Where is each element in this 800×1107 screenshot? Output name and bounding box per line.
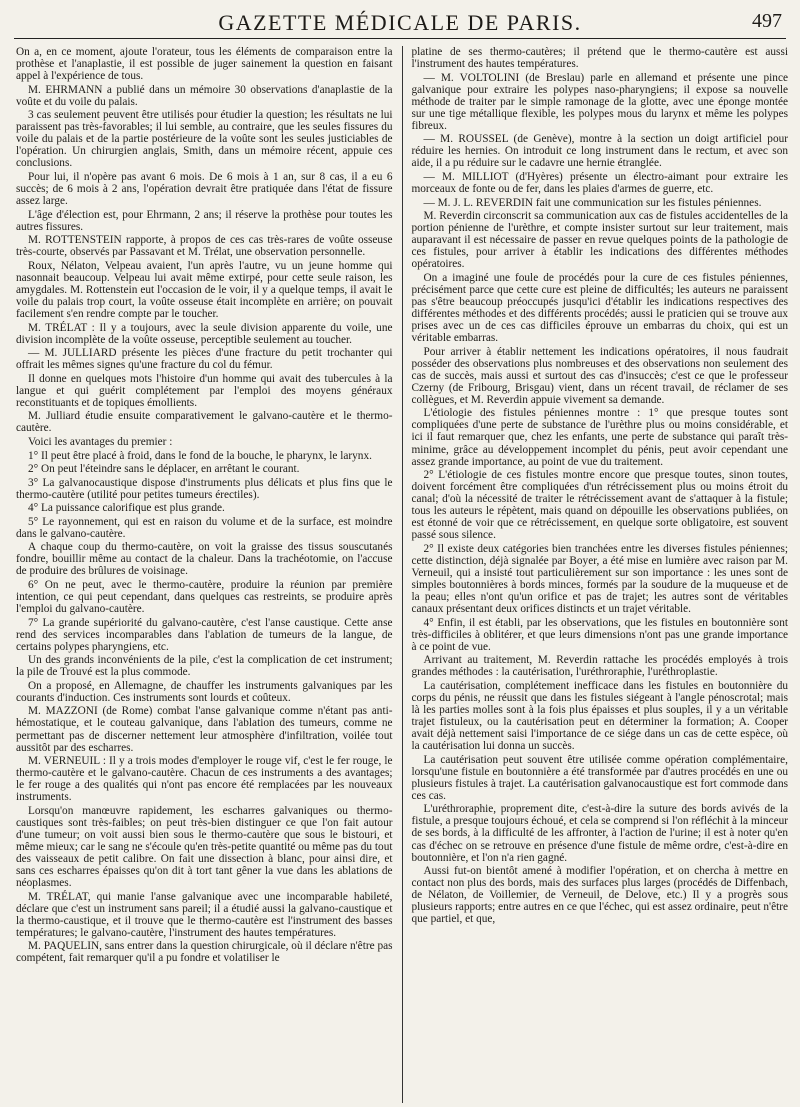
paragraph: 4° La puissance calorifique est plus grande. [28, 502, 225, 515]
paragraph: L'uréthroraphie, proprement dite, c'est-à-dire la suture des bords avivés de la fistule, a presque toujours échoué, et cela se comprend si l'on réfléchit à la minceur de ses bords, à la difficulté de les affronter, à l'action de l'urine; il est à noter qu'en cas d'échec on se retrouve en présence d'une fistule de même ordre, c'est-à-dire en boutonnière, et l'on n'a rien gagné. [411, 803, 788, 864]
paragraph: L'étiologie des fistules péniennes montre : 1° que presque toutes sont compliquées d'une perte de substance de l'urèthre plus ou moins considérable, et ici il faut remarquer que, chez les enfants, une perte de substance qui paraît très-minime, grâce au développement incomplet du pénis, peut avoir cependant une assez grande importance, au point de vue du traitement. [411, 407, 788, 468]
paragraph: — M. ROUSSEL (de Genève), montre à la section un doigt artificiel pour réduire les hernies. On introduit ce long instrument dans le rectum, et avec son aide, il a pu réduire sur le cadavre une hernie étranglée. [411, 133, 788, 170]
paragraph: 4° Enfin, il est établi, par les observations, que les fistules en boutonnière sont très-difficiles à oblitérer, et que leurs dimensions n'ont pas une grande importance à ce point de vue. [411, 616, 788, 653]
page-header [14, 8, 786, 39]
paragraph: 2° L'étiologie de ces fistules montre encore que presque toutes, sinon toutes, doivent forcément être compliquées d'un rétrécissement plus ou moins étroit du canal; d'où la nécessité de traiter le rétrécissement avant de s'attaquer à la fistule; tous les auteurs le répètent, mais quand on dépouille les observations publiées, on est étonné de voir que ce rétrécissement, en quelque sorte obligatoire, est souvent passé sous silence. [411, 469, 788, 542]
paragraph: 5° Le rayonnement, qui est en raison du volume et de la surface, est moindre dans le galvano-cautère. [16, 515, 393, 540]
paragraph: 3 cas seulement peuvent être utilisés pour étudier la question; les résultats ne lui paraissent pas très-favorables; il lui semble, au contraire, que les seules fissures du voile du palais et de la partie postérieure de la voûte sont les seules justiciables de l'opération. Un chirurgien anglais, Smith, dans un mémoire récent, appuie ces conclusions. [16, 109, 393, 170]
paragraph: — M. J. L. REVERDIN fait une communication sur les fistules péniennes. [423, 196, 762, 209]
paragraph: 6° On ne peut, avec le thermo-cautère, produire la réunion par première intention, ce qui peut cependant, dans quelques cas restreints, se produire après l'emploi du galvano-cautère. [16, 578, 393, 616]
paragraph: 2° On peut l'éteindre sans le déplacer, en arrêtant le courant. [28, 463, 300, 476]
paragraph: Lorsqu'on manœuvre rapidement, les escharres galvaniques ou thermo-caustiques sont très-faibles; on peut très-bien distinguer ce que l'on fait autour d'une tumeur; on voit aussi bien sous le thermo-cautère que sous le bistouri, et même mieux; car le sang ne s'écoule qu'en très-petite quantité ou même pas du tout des vaisseaux de petit calibre. On fait une dissection à blanc, pour ainsi dire, et sans ces escharres épaisses qu'on dit à tort tant gêner la vue dans les ablations de néoplasmes. [16, 804, 393, 890]
paragraph: 2° Il existe deux catégories bien tranchées entre les diverses fistules péniennes; cette distinction, déjà signalée par Boyer, a été mise en lumière avec raison par M. Verneuil, qui a insisté tout particulièrement sur son importance : les unes sont de simples boutonnières à bords minces, formés par la soudure de la muqueuse et de la peau; elles n'ont qu'un orifice et pas de trajet; les autres sont de véritables canaux présentant deux orifices distincts et un trajet véritable. [411, 542, 788, 616]
paragraph: Il donne en quelques mots l'histoire d'un homme qui avait des tubercules à la langue et qui guérit complétement par l'emploi des moyens généraux reconstituants et de topiques émollients. [16, 372, 393, 409]
paragraph: — M. VOLTOLINI (de Breslau) parle en allemand et présente une pince galvanique pour extraire les polypes naso-pharyngiens; il expose sa nouvelle méthode de traiter par le simple ramonage de la glotte, avec une éponge montée sur une tige métallique flexible, les polypes mous du larynx et même les polypes fibreux. [411, 71, 788, 132]
paragraph: 1° Il peut être placé à froid, dans le fond de la bouche, le pharynx, le larynx. [28, 449, 372, 462]
paragraph: M. ROTTENSTEIN rapporte, à propos de ces cas très-rares de voûte osseuse très-courte, observés par Passavant et M. Trélat, une observation personnelle. [16, 234, 393, 259]
paragraph: A chaque coup du thermo-cautère, on voit la graisse des tissus souscutanés fondre, bouillir même au contact de la chaleur. Dans la trachéotomie, on l'accuse de produire des brûlures de voisinage. [16, 541, 393, 578]
paragraph: Roux, Nélaton, Velpeau avaient, l'un après l'autre, vu un jeune homme qui nasonnait beaucoup. Velpeau lui avait même extirpé, pour cette seule raison, les amygdales. M. Rottenstein eut l'occasion de le voir, il y a quelque temps, il avait le voile du palais trop court, la voûte osseuse était incomplète en arrière; on pouvait facilement s'en rendre compte par le toucher. [16, 259, 393, 320]
paragraph: L'âge d'élection est, pour Ehrmann, 2 ans; il réserve la prothèse pour toutes les autres fissures. [16, 208, 393, 233]
text-columns [16, 46, 788, 1103]
paragraph: La cautérisation peut souvent être utilisée comme opération complémentaire, lorsqu'une fistule en boutonnière a été transformée par d'autres procédés en une ou plusieurs fistules à trajet. La cautérisation galvanocaustique est fort commode dans ces cas. [411, 753, 788, 802]
paragraph: La cautérisation, complétement inefficace dans les fistules en boutonnière du corps du pénis, ne réussit que dans les fistules siégeant à l'angle pénoscrotal; mais là les parties molles sont à la fois plus épaisses et plus souples, il y a un véritable trajet fistuleux, ou la cautérisation peut en déterminer la formation; A. Cooper avait déjà nettement saisi l'importance de ce siége dans un cas de cette espèce, où la cautérisation lui donna un succès. [411, 679, 788, 753]
paragraph: Pour lui, il n'opère pas avant 6 mois. De 6 mois à 1 an, sur 8 cas, il a eu 6 succès; de 6 mois à 2 ans, l'opération devrait être pratiquée dans l'état de fissure assez large. [16, 170, 393, 208]
paragraph: On a proposé, en Allemagne, de chauffer les instruments galvaniques par les courants d'induction. Ces instruments sont lourds et coûteux. [16, 679, 393, 704]
paragraph: M. PAQUELIN, sans entrer dans la question chirurgicale, où il déclare n'être pas compétent, fait remarquer qu'il a pu fondre et volatiliser le [16, 940, 393, 965]
paragraph: M. Julliard étudie ensuite comparativement le galvano-cautère et le thermo-cautère. [16, 410, 393, 435]
journal-title: GAZETTE MÉDICALE DE PARIS. [218, 10, 582, 35]
paragraph: Pour arriver à établir nettement les indications opératoires, il nous faudrait posséder des observations plus nombreuses et des observations non seulement des cas de succès, mais aussi et surtout des cas d'insuccès; c'est ce que le professeur Czerny (de Fribourg, Brisgau) vient, dans un récent travail, de réclamer de ses collègues, et M. Reverdin appuie vivement sa demande. [411, 345, 788, 406]
paragraph: — M. JULLIARD présente les pièces d'une fracture du petit trochanter qui offrait les mêmes signes qu'une fracture du col du fémur. [16, 347, 393, 372]
paragraph: — M. MILLIOT (d'Hyères) présente un électro-aimant pour extraire les morceaux de fonte ou de fer, dans les plaies d'armes de guerre, etc. [411, 170, 788, 196]
paragraph: On a, en ce moment, ajoute l'orateur, tous les éléments de comparaison entre la prothèse et l'anaplastie, il est possible de juger sainement la question en faisant appel à l'expérience de tous. [16, 46, 393, 83]
paragraph: platine de ses thermo-cautères; il prétend que le thermo-cautère est aussi l'instrument des hautes températures. [411, 46, 788, 71]
paragraph: Aussi fut-on bientôt amené à modifier l'opération, et on chercha à mettre en contact non plus des bords, mais des surfaces plus larges (procédés de Diffenbach, de Nélaton, de Voillemier, de Verneuil, de Delove, etc.) Il y a progrès sous plusieurs rapports; entre autres en ce que l'échec, qui est assez ordinaire, peut n'être que partiel, et que, [411, 865, 788, 926]
paragraph: M. MAZZONI (de Rome) combat l'anse galvanique comme n'étant pas anti-hémostatique, et le couteau galvanique, dans l'ablation des tumeurs, comme ne permettant pas de discerner nettement leur atmosphère d'infiltration, voilée tout aussitôt par des escharres. [16, 705, 393, 754]
paragraph: Arrivant au traitement, M. Reverdin rattache les procédés employés à trois grandes méthodes : la cautérisation, l'uréthroraphie, l'uréthroplastie. [411, 654, 788, 679]
paragraph: On a imaginé une foule de procédés pour la cure de ces fistules péniennes, précisément parce que cette cure est pleine de difficultés; les auteurs ne paraissent pas s'être beaucoup préoccupés jusqu'ici d'établir les indications respectives des différentes méthodes et des différents procédés; aussi le praticien qui se trouve aux prises avec un de ces cas difficiles éprouve un embarras du choix, qui est un véritable embarras. [411, 271, 788, 345]
paragraph: Un des grands inconvénients de la pile, c'est la complication de cet instrument; la pile de Trouvé est la plus commode. [16, 654, 393, 679]
paragraph: M. TRÉLAT, qui manie l'anse galvanique avec une incomparable habileté, déclare que c'est un instrument sans pareil; il a étudié aussi la galvano-caustique et la thermo-caustique, et il trouve que le thermo-cautère est l'instrument des basses températures; le galvano-cautère, l'instrument des hautes températures. [16, 890, 393, 939]
paragraph: M. EHRMANN a publié dans un mémoire 30 observations d'anaplastie de la voûte et du voile du palais. [16, 83, 393, 108]
paragraph: M. TRÉLAT : Il y a toujours, avec la seule division apparente du voile, une division incomplète de la voûte osseuse, perceptible seulement au toucher. [16, 321, 393, 346]
paragraph: M. Reverdin circonscrit sa communication aux cas de fistules accidentelles de la portion pénienne de l'urèthre, et compte insister surtout sur leur traitement, mais auparavant il est nécessaire de passer en revue quelques points de la pathologie de ces fistules, pour arriver à établir les indications des différentes méthodes opératoires. [411, 210, 788, 271]
right-column [402, 46, 789, 1103]
paragraph: 7° La grande supériorité du galvano-cautère, c'est l'anse caustique. Cette anse rend des services incomparables dans l'ablation de tumeurs de la langue, de certains polypes pharyngiens, etc. [16, 616, 393, 653]
left-column [16, 46, 402, 1103]
paragraph: Voici les avantages du premier : [28, 435, 173, 448]
page-number: 497 [752, 10, 782, 32]
paragraph: M. VERNEUIL : Il y a trois modes d'employer le rouge vif, c'est le fer rouge, le thermo-cautère et le galvano-cautère. Chacun de ces instruments a des avantages; le fer rouge a des qualités qui n'ont pas encore été remplacées par les nouveaux instruments. [16, 755, 393, 804]
paragraph: 3° La galvanocaustique dispose d'instruments plus délicats et plus fins que le thermo-cautère (utilité pour petites tumeurs érectiles). [16, 476, 393, 501]
